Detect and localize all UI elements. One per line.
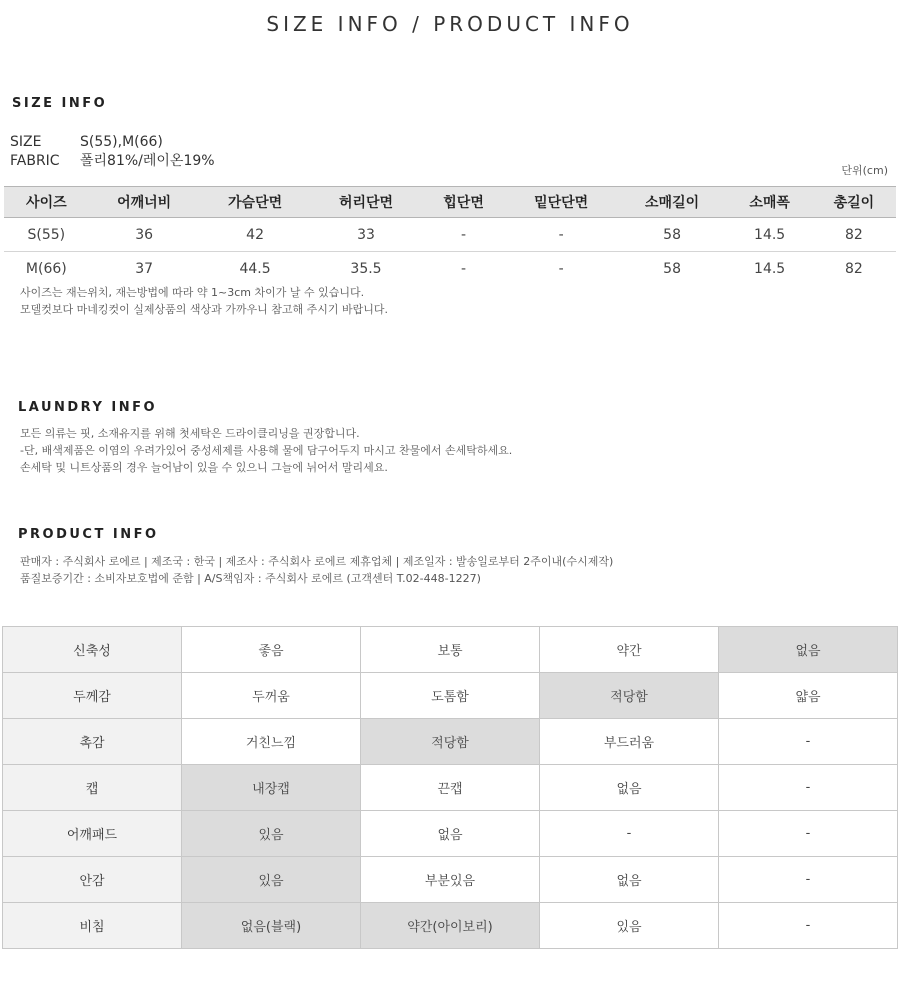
property-row bbox=[3, 627, 898, 673]
table-row bbox=[4, 252, 896, 286]
table-row bbox=[4, 218, 896, 252]
table-cell: 42 bbox=[200, 218, 311, 252]
table-cell: 44.5 bbox=[239, 260, 271, 277]
property-label: 안감 bbox=[3, 857, 182, 903]
product-info-heading: PRODUCT INFO bbox=[18, 527, 159, 542]
property-option-selected: 적당함 bbox=[361, 719, 540, 765]
property-row bbox=[3, 719, 898, 765]
laundry-info-heading: LAUNDRY INFO bbox=[18, 400, 158, 415]
property-option: - bbox=[540, 811, 719, 857]
laundry-notes bbox=[20, 425, 512, 476]
header-waist: 허리단면 bbox=[311, 187, 422, 218]
property-row bbox=[3, 857, 898, 903]
header-hip: 힙단면 bbox=[421, 187, 505, 218]
property-option: - bbox=[719, 811, 898, 857]
page-title: SIZE INFO / PRODUCT INFO bbox=[266, 12, 634, 36]
header-size: 사이즈 bbox=[4, 187, 89, 218]
property-option: 없음 bbox=[540, 857, 719, 903]
header-sleeve-length: 소매길이 bbox=[617, 187, 728, 218]
table-cell: 82 bbox=[812, 218, 896, 252]
property-option: 약간 bbox=[540, 627, 719, 673]
header-shoulder: 어깨너비 bbox=[89, 187, 200, 218]
table-cell: 14.5 bbox=[728, 218, 812, 252]
size-note-line: 사이즈는 재는위치, 재는방법에 따라 약 1~3cm 차이가 날 수 있습니다. bbox=[20, 286, 365, 299]
table-cell: S(55) bbox=[4, 218, 89, 252]
table-cell: 82 bbox=[844, 260, 863, 277]
size-label: SIZE bbox=[10, 134, 42, 150]
size-notes bbox=[20, 284, 388, 318]
property-label: 촉감 bbox=[3, 719, 182, 765]
property-option: - bbox=[719, 857, 898, 903]
size-info-heading: SIZE INFO bbox=[12, 96, 108, 111]
property-option-selected: 있음 bbox=[182, 811, 361, 857]
property-label: 비침 bbox=[3, 903, 182, 949]
property-label: 두께감 bbox=[3, 673, 182, 719]
property-table bbox=[2, 626, 898, 949]
size-note-line: 모델컷보다 마네킹컷이 실제상품의 색상과 가까우니 참고해 주시기 바랍니다. bbox=[20, 303, 389, 316]
size-table-header-row bbox=[4, 187, 896, 218]
table-cell: 58 bbox=[617, 218, 728, 252]
table-cell: - bbox=[461, 260, 467, 277]
table-cell: M(66) bbox=[25, 260, 67, 277]
property-option: 보통 bbox=[361, 627, 540, 673]
product-line: 판매자 : 주식회사 로에르 | 제조국 : 한국 | 제조사 : 주식회사 로에르 제휴업체 | 제조일자 : 발송일로부터 2주이내(수시제작) bbox=[20, 555, 614, 568]
property-option: 없음 bbox=[540, 765, 719, 811]
fabric-spec bbox=[10, 150, 215, 170]
table-cell: 33 bbox=[311, 218, 422, 252]
table-cell: - bbox=[558, 260, 564, 277]
laundry-line: 손세탁 및 니트상품의 경우 늘어남이 있을 수 있으니 그늘에 뉘어서 말리세요. bbox=[20, 461, 388, 474]
property-option: - bbox=[719, 903, 898, 949]
property-option: 없음 bbox=[361, 811, 540, 857]
product-line: 품질보증기간 : 소비자보호법에 준함 | A/S책임자 : 주식회사 로에르 (고객센터 T.02-448-1227) bbox=[20, 572, 481, 585]
property-option: 부분있음 bbox=[361, 857, 540, 903]
property-option-selected: 적당함 bbox=[540, 673, 719, 719]
property-option-selected: 없음(블랙) bbox=[182, 903, 361, 949]
size-value: S(55),M(66) bbox=[80, 134, 163, 150]
table-cell: 36 bbox=[89, 218, 200, 252]
property-option: 있음 bbox=[540, 903, 719, 949]
property-label: 어깨패드 bbox=[3, 811, 182, 857]
size-spec bbox=[10, 134, 163, 150]
size-table bbox=[4, 186, 896, 285]
header-sleeve-width: 소매폭 bbox=[728, 187, 812, 218]
property-label: 캡 bbox=[3, 765, 182, 811]
table-cell: 35.5 bbox=[350, 260, 382, 277]
property-option: - bbox=[719, 765, 898, 811]
laundry-line: 모든 의류는 핏, 소재유지를 위해 첫세탁은 드라이클리닝을 권장합니다. bbox=[20, 427, 360, 440]
property-option: 부드러움 bbox=[540, 719, 719, 765]
property-label: 신축성 bbox=[3, 627, 182, 673]
property-option-selected: 있음 bbox=[182, 857, 361, 903]
property-option: 두꺼움 bbox=[182, 673, 361, 719]
property-option: - bbox=[719, 719, 898, 765]
property-row bbox=[3, 903, 898, 949]
property-option: 좋음 bbox=[182, 627, 361, 673]
property-option: 끈캡 bbox=[361, 765, 540, 811]
fabric-value: 폴리81%/레이온19% bbox=[80, 153, 215, 169]
table-cell: 58 bbox=[663, 260, 681, 277]
property-option-selected: 없음 bbox=[719, 627, 898, 673]
property-row bbox=[3, 673, 898, 719]
property-row bbox=[3, 811, 898, 857]
header-chest: 가슴단면 bbox=[200, 187, 311, 218]
property-option-selected: 약간(아이보리) bbox=[361, 903, 540, 949]
table-cell: - bbox=[506, 218, 617, 252]
table-cell: 37 bbox=[135, 260, 154, 277]
product-notes bbox=[20, 553, 613, 587]
unit-label: 단위(cm) bbox=[841, 164, 888, 177]
property-row bbox=[3, 765, 898, 811]
header-hem: 밑단단면 bbox=[506, 187, 617, 218]
fabric-label: FABRIC bbox=[10, 153, 60, 169]
property-option-selected: 내장캡 bbox=[182, 765, 361, 811]
property-option: 도톰함 bbox=[361, 673, 540, 719]
header-total-length: 총길이 bbox=[812, 187, 896, 218]
table-cell: 14.5 bbox=[754, 260, 786, 277]
table-cell: - bbox=[421, 218, 505, 252]
property-option: 거친느낌 bbox=[182, 719, 361, 765]
property-option: 얇음 bbox=[719, 673, 898, 719]
laundry-line: -단, 배색제품은 이염의 우려가있어 중성세제를 사용해 물에 담구어두지 마시고 찬물에서 손세탁하세요. bbox=[20, 444, 513, 457]
